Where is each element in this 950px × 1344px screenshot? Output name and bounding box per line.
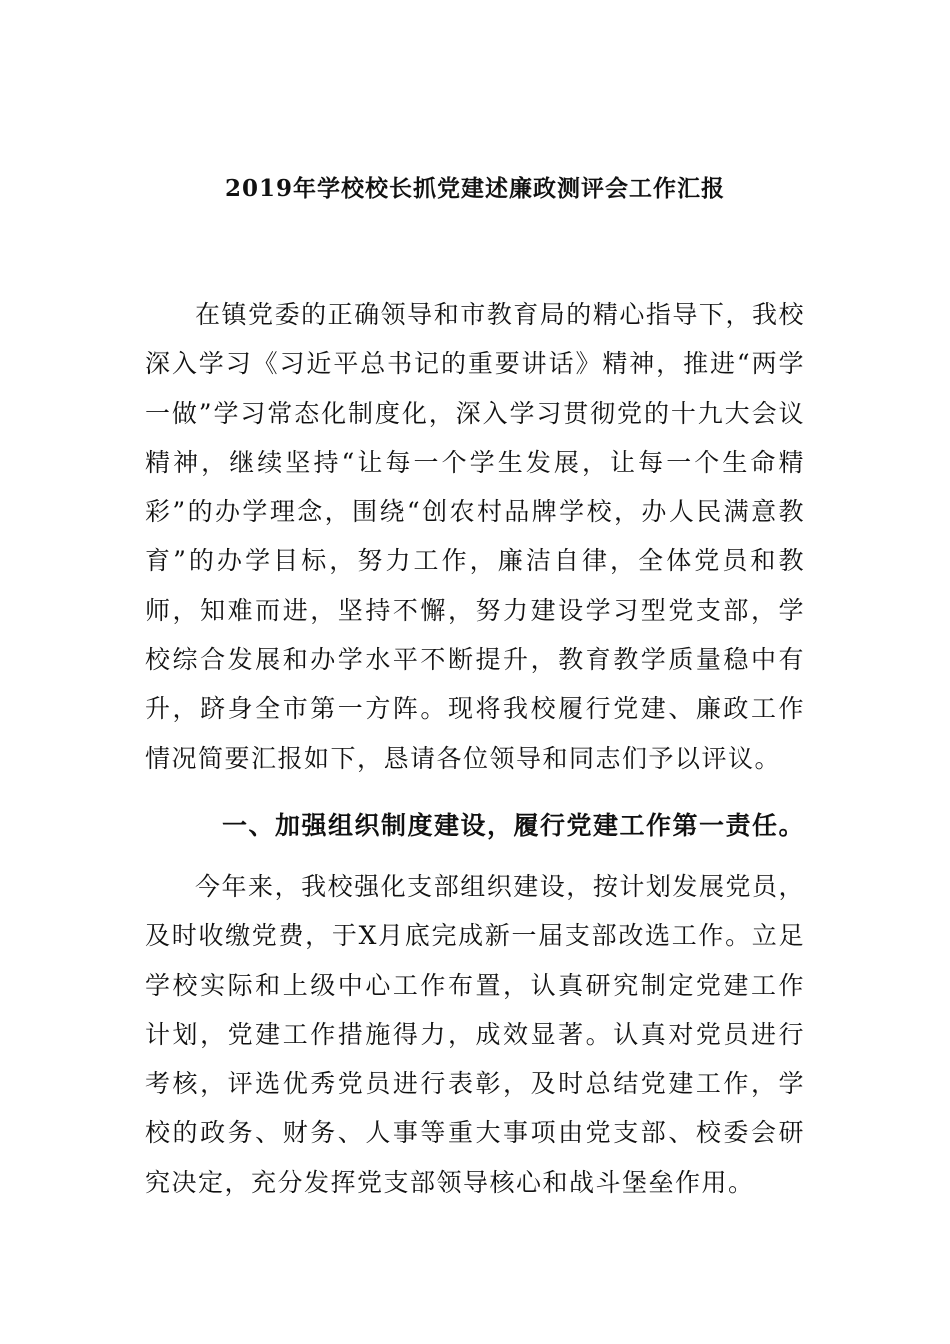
intro-paragraph: 在镇党委的正确领导和市教育局的精心指导下，我校深入学习《习近平总书记的重要讲话》精神，推进“两学一做”学习常态化制度化，深入学习贯彻党的十九大会议精神，继续坚持“让每一个学生发展，让每一个生命精彩”的办学理念，围绕“创农村品牌学校，办人民满意教育”的办学目标，努力工作，廉洁自律，全体党员和教师，知难而进，坚持不懈，努力建设学习型党支部，学校综合发展和办学水平不断提升，教育教学质量稳中有升，跻身全市第一方阵。现将我校履行党建、廉政工作情况简要汇报如下，恳请各位领导和同志们予以评议。 bbox=[145, 300, 805, 773]
section-1-heading: 一、加强组织制度建设，履行党建工作第一责任。 bbox=[222, 811, 806, 840]
section-1-paragraph: 今年来，我校强化支部组织建设，按计划发展党员，及时收缴党费，于X月底完成新一届支部改选工作。立足学校实际和上级中心工作布置，认真研究制定党建工作计划，党建工作措施得力，成效显著。认真对党员进行考核，评选优秀党员进行表彰，及时总结党建工作，学校的政务、财务、人事等重大事项由党支部、校委会研究决定，充分发挥党支部领导核心和战斗堡垒作用。 bbox=[145, 872, 805, 1197]
document-title: 2019年学校校长抓党建述廉政测评会工作汇报 bbox=[224, 175, 725, 202]
